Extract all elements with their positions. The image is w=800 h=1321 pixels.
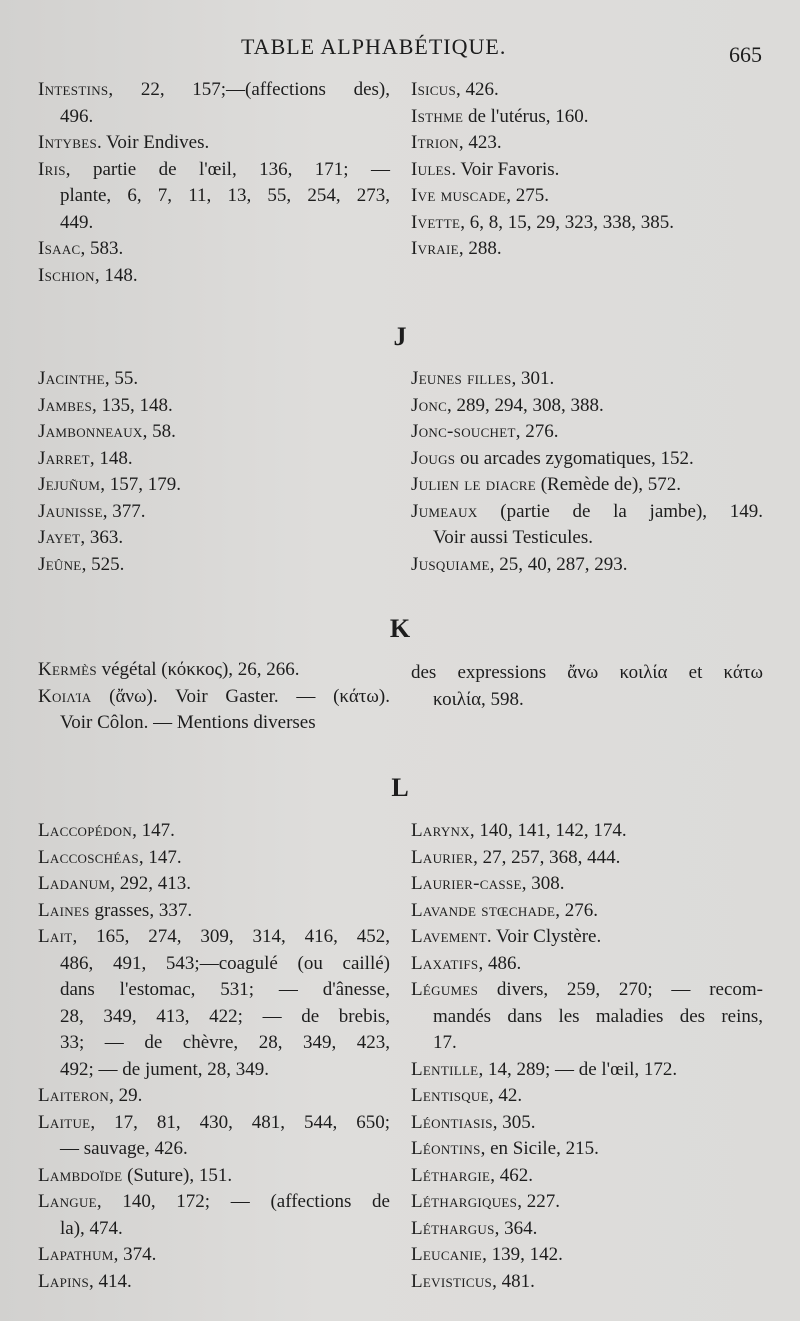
index-entry-text: mandés dans les maladies des reins, <box>433 1005 763 1027</box>
index-entry-line <box>38 710 390 737</box>
page-title: TABLE ALPHABÉTIQUE. <box>241 34 507 59</box>
index-entry <box>38 499 390 526</box>
index-entry <box>38 1163 390 1190</box>
page-header <box>0 34 800 68</box>
index-entry-text: , 17, 81, 430, 481, 544, 650; <box>90 1111 390 1133</box>
index-entry <box>38 684 390 737</box>
index-entry-line <box>411 818 763 845</box>
index-entry-text: , 308. <box>521 873 565 894</box>
index-entry <box>38 1189 390 1242</box>
index-entry <box>38 924 390 1083</box>
index-entry-line <box>38 446 390 473</box>
index-entry <box>38 1242 390 1269</box>
index-entry-line <box>411 687 763 714</box>
index-headword: Lapins <box>38 1270 89 1292</box>
index-headword: Ivraie <box>411 238 459 259</box>
index-headword: Ladanum <box>38 873 111 894</box>
index-entry-text: , 135, 148. <box>91 394 173 416</box>
index-entry-text: , 157, 179. <box>100 474 181 495</box>
index-entry-line <box>38 818 390 845</box>
index-entry-line <box>38 104 390 131</box>
index-entry-text: des expressions ἄνω κοιλία et κάτω <box>411 662 763 683</box>
index-entry <box>38 845 390 872</box>
index-entry-text: , 462. <box>490 1164 534 1186</box>
index-column-i-left <box>38 77 390 289</box>
index-entry-text: , partie de l'œil, 136, 171; — <box>65 158 390 180</box>
index-entry-text: , 426. <box>455 79 499 100</box>
index-entry-text: de l'utérus, 160. <box>463 105 589 127</box>
index-entry <box>38 525 390 552</box>
index-entry-text: dans l'estomac, 531; — d'ânesse, <box>60 979 390 1000</box>
index-entry-line <box>411 183 763 210</box>
index-entry-text: 486, 491, 543;—coagulé (ou caillé) <box>60 952 390 974</box>
index-entry-text: , 139, 142. <box>482 1244 563 1265</box>
index-headword: Leucanie <box>411 1244 483 1265</box>
index-headword: Lait <box>38 926 73 947</box>
index-entry-text: , 227. <box>517 1191 560 1212</box>
index-entry-text: , 525. <box>81 553 125 575</box>
index-entry-line <box>38 183 390 210</box>
section-letter-k: K <box>389 614 411 643</box>
index-entry-line <box>411 1057 763 1084</box>
index-entry <box>38 657 390 684</box>
index-headword: Laurier-casse <box>411 873 522 894</box>
index-entry-text: (Remède de), 572. <box>535 474 682 495</box>
index-entry <box>411 1269 763 1296</box>
index-entry <box>411 1242 763 1269</box>
section-letter-j: J <box>393 322 407 351</box>
index-entry <box>38 898 390 925</box>
index-headword: Jonc-souchet <box>411 421 516 442</box>
index-headword: Isthme <box>411 105 464 127</box>
index-headword: Isicus <box>411 79 456 100</box>
index-entry <box>38 393 390 420</box>
index-entry <box>38 236 390 263</box>
index-entry-line <box>38 924 390 951</box>
index-entry-line <box>38 1083 390 1110</box>
index-entry-line <box>411 1216 763 1243</box>
index-entry-line <box>411 552 763 579</box>
index-entry-line <box>411 393 763 420</box>
index-entry <box>411 419 763 446</box>
index-entry <box>38 446 390 473</box>
index-entry-text: , 148. <box>94 264 138 286</box>
index-entry-text: , 147. <box>138 846 182 868</box>
page-number: 665 <box>729 42 762 67</box>
index-entry-text: , 25, 40, 287, 293. <box>489 553 628 575</box>
index-entry-line <box>38 236 390 263</box>
index-headword: Lavement <box>411 926 487 947</box>
index-entry-line <box>38 977 390 1004</box>
index-entry <box>411 157 763 184</box>
index-headword: Laines <box>38 899 90 921</box>
index-entry-line <box>38 657 390 684</box>
index-entry-text: 33; — de chèvre, 28, 349, 423, <box>60 1032 390 1053</box>
index-entry-line <box>411 472 763 499</box>
index-entry-text: , en Sicile, 215. <box>480 1138 599 1159</box>
index-entry-line <box>38 1136 390 1163</box>
index-entry <box>38 263 390 290</box>
index-entry <box>38 552 390 579</box>
index-entry-text: , 58. <box>142 421 176 442</box>
index-entry-line <box>411 951 763 978</box>
index-entry-line <box>411 660 763 687</box>
index-entry <box>411 1083 763 1110</box>
index-entry-text: , 289, 294, 308, 388. <box>447 394 604 416</box>
index-entry-text: . Voir Favoris. <box>451 158 560 180</box>
index-entry-text: , 364. <box>494 1217 538 1239</box>
index-entry-line <box>411 924 763 951</box>
index-entry-line <box>411 525 763 552</box>
index-headword: Jougs <box>411 447 456 469</box>
index-entry-line <box>411 1083 763 1110</box>
index-headword: Laiteron <box>38 1085 110 1106</box>
index-column-l-right <box>411 818 763 1295</box>
index-column-j-left <box>38 366 390 578</box>
index-entry-text: . Voir Endives. <box>97 132 210 153</box>
index-headword: Jaunisse <box>38 500 103 522</box>
index-headword: Lambdoïde <box>38 1164 123 1186</box>
index-entry <box>38 1110 390 1163</box>
index-entry-text: , 14, 289; — de l'œil, 172. <box>478 1058 678 1080</box>
index-headword: Léthargiques <box>411 1191 518 1212</box>
index-headword: Itrion <box>411 132 459 153</box>
index-entry <box>411 871 763 898</box>
index-entry-line <box>38 1057 390 1084</box>
index-entry-text: , 42. <box>488 1085 523 1106</box>
index-entry <box>411 1189 763 1216</box>
index-headword: Intestins <box>38 79 109 100</box>
index-headword: Intybes <box>38 132 97 153</box>
index-entry-text: , 22, 157;—(affections des), <box>108 79 390 100</box>
index-entry <box>411 236 763 263</box>
index-headword: Laurier <box>411 846 474 868</box>
index-entry-line <box>411 419 763 446</box>
index-entry-text: (partie de la jambe), 149. <box>477 500 763 522</box>
index-entry-line <box>38 1216 390 1243</box>
index-column-k-right <box>411 660 763 713</box>
index-column-l-left <box>38 818 390 1295</box>
index-entry <box>411 1110 763 1137</box>
index-headword: Jambonneaux <box>38 421 143 442</box>
index-entry <box>411 499 763 552</box>
index-entry-line <box>411 1242 763 1269</box>
index-entry <box>411 183 763 210</box>
index-entry-line <box>38 130 390 157</box>
index-entry-text: , 27, 257, 368, 444. <box>473 846 621 868</box>
index-entry-line <box>38 898 390 925</box>
index-headword: Jacinthe <box>38 368 105 389</box>
index-entry-line <box>38 499 390 526</box>
index-headword: Léthargie <box>411 1164 491 1186</box>
index-entry-text: 449. <box>60 211 94 233</box>
index-entry <box>411 366 763 393</box>
index-entry <box>38 871 390 898</box>
index-entry <box>38 472 390 499</box>
index-entry-text: , 147. <box>132 820 175 841</box>
index-headword: Kermès <box>38 659 97 680</box>
index-entry-line <box>411 446 763 473</box>
index-entry-line <box>38 77 390 104</box>
index-entry-text: 496. <box>60 105 94 127</box>
index-entry <box>38 130 390 157</box>
index-headword: Légumes <box>411 979 479 1000</box>
index-entry-text: , 423. <box>458 132 502 153</box>
index-entry-line <box>38 1004 390 1031</box>
index-headword: Larynx <box>411 820 470 841</box>
index-entry <box>411 977 763 1057</box>
index-entry-line <box>411 366 763 393</box>
index-entry-text: Voir aussi Testicules. <box>433 527 593 548</box>
index-entry-line <box>411 977 763 1004</box>
index-entry-line <box>38 552 390 579</box>
index-entry-line <box>411 1163 763 1190</box>
index-entry-line <box>38 684 390 711</box>
index-entry-text: , 140, 172; — (affections de <box>96 1191 390 1212</box>
index-headword: Jusquiame <box>411 553 490 575</box>
index-entry-line <box>411 210 763 237</box>
index-entry-text: , 374. <box>113 1244 157 1265</box>
index-entry-text: divers, 259, 270; — recom- <box>478 979 763 1000</box>
index-entry-line <box>38 472 390 499</box>
index-entry <box>38 157 390 237</box>
index-entry-line <box>411 1136 763 1163</box>
index-headword: Langue <box>38 1191 97 1212</box>
index-headword: Levisticus <box>411 1270 493 1292</box>
index-entry-text: Voir Côlon. — Mentions diverses <box>60 712 316 733</box>
index-entry-line <box>38 1189 390 1216</box>
index-headword: Léontiasis <box>411 1111 493 1133</box>
index-entry-line <box>38 263 390 290</box>
index-entry <box>38 77 390 130</box>
index-headword: Lapathum <box>38 1244 114 1265</box>
index-entry-text: , 29. <box>109 1085 143 1106</box>
index-entry-text: 492; — de jument, 28, 349. <box>60 1058 269 1080</box>
index-entry-text: , 6, 8, 15, 29, 323, 338, 385. <box>460 211 675 233</box>
index-entry <box>411 104 763 131</box>
index-entry-line <box>411 157 763 184</box>
index-entry <box>38 366 390 393</box>
index-entry-text: , 148. <box>89 447 133 469</box>
index-entry-text: 17. <box>433 1032 457 1053</box>
index-headword: Laccoschéas <box>38 846 139 868</box>
index-entry-line <box>411 236 763 263</box>
index-entry-line <box>38 1110 390 1137</box>
index-entry <box>411 845 763 872</box>
index-entry-text: (Suture), 151. <box>122 1164 233 1186</box>
index-entry-line <box>411 1030 763 1057</box>
index-entry-line <box>38 951 390 978</box>
index-entry-line <box>38 157 390 184</box>
index-headword: Lavande stœchade <box>411 899 556 921</box>
index-entry-text: , 377. <box>102 500 146 522</box>
index-headword: Jambes <box>38 394 92 416</box>
index-entry-text: , 414. <box>88 1270 132 1292</box>
index-headword: Ivette <box>411 211 461 233</box>
index-entry-line <box>411 1269 763 1296</box>
index-column-k-left <box>38 657 390 737</box>
index-entry-text: la), 474. <box>60 1217 123 1239</box>
index-headword: Léthargus <box>411 1217 495 1239</box>
index-entry <box>411 1163 763 1190</box>
index-headword: Lentisque <box>411 1085 489 1106</box>
index-entry <box>411 1136 763 1163</box>
index-entry-line <box>411 871 763 898</box>
index-entry-line <box>411 845 763 872</box>
index-entry <box>411 1057 763 1084</box>
index-headword: Laccopédon <box>38 820 133 841</box>
index-entry <box>411 210 763 237</box>
index-entry-text: , 583. <box>80 238 124 259</box>
index-entry <box>411 951 763 978</box>
index-entry-text: . Voir Clystère. <box>486 926 602 947</box>
index-entry-line <box>38 1269 390 1296</box>
index-headword: Iules <box>411 158 452 180</box>
index-headword: Léontins <box>411 1138 481 1159</box>
index-entry <box>411 77 763 104</box>
index-entry <box>38 419 390 446</box>
index-entry-text: grasses, 337. <box>89 899 193 921</box>
index-entry-text: , 301. <box>511 368 555 389</box>
index-entry-line <box>411 130 763 157</box>
index-entry-line <box>38 1163 390 1190</box>
index-entry-text: , 481. <box>492 1270 535 1292</box>
index-entry <box>411 1216 763 1243</box>
index-entry <box>411 898 763 925</box>
index-entry-line <box>411 1110 763 1137</box>
index-entry <box>411 472 763 499</box>
index-entry-line <box>411 1189 763 1216</box>
index-entry-text: , 55. <box>104 368 139 389</box>
index-entry-text: , 276. <box>515 421 559 442</box>
index-entry-text: , 165, 274, 309, 314, 416, 452, <box>72 926 390 947</box>
index-headword: Jeunes filles <box>411 368 512 389</box>
index-entry-line <box>38 419 390 446</box>
index-headword: Jejuñum <box>38 474 101 495</box>
index-headword: Jeûne <box>38 553 82 575</box>
index-headword: Jonc <box>411 394 448 416</box>
index-entry <box>411 818 763 845</box>
index-entry-text: , 486. <box>478 952 522 974</box>
index-entry-text: , 288. <box>458 238 502 259</box>
index-entry-text: végétal (κόκκος), 26, 266. <box>96 659 300 680</box>
index-entry-line <box>38 871 390 898</box>
index-headword: Julien le diacre <box>411 474 536 495</box>
index-headword: Iris <box>38 158 66 180</box>
index-entry-line <box>411 1004 763 1031</box>
index-entry-text: , 275. <box>506 185 550 206</box>
index-headword: Laxatifs <box>411 952 479 974</box>
index-headword: Ischion <box>38 264 95 286</box>
index-entry-text: plante, 6, 7, 11, 13, 55, 254, 273, <box>60 185 390 206</box>
index-headword: Ive muscade <box>411 185 507 206</box>
index-headword: Jayet <box>38 527 81 548</box>
index-entry <box>411 446 763 473</box>
index-headword: Isaac <box>38 238 81 259</box>
index-column-i-right <box>411 77 763 263</box>
index-entry-line <box>411 898 763 925</box>
index-entry-line <box>411 77 763 104</box>
index-entry-text: , 140, 141, 142, 174. <box>469 820 627 841</box>
index-entry <box>38 1269 390 1296</box>
index-entry-text: (ἄνω). Voir Gaster. — (κάτω). <box>91 685 390 707</box>
index-entry-text: — sauvage, 426. <box>60 1138 188 1159</box>
index-entry-text: κοιλία, 598. <box>433 688 524 710</box>
index-entry-text: , 276. <box>555 899 598 921</box>
index-entry-line <box>411 104 763 131</box>
index-column-j-right <box>411 366 763 578</box>
index-entry-line <box>38 366 390 393</box>
index-entry-line <box>38 393 390 420</box>
index-entry-text: 28, 349, 413, 422; — de brebis, <box>60 1005 390 1027</box>
index-entry-line <box>38 1030 390 1057</box>
index-entry <box>411 552 763 579</box>
index-headword: Jarret <box>38 447 90 469</box>
index-entry-text: , 363. <box>80 527 124 548</box>
index-headword: Lentille <box>411 1058 479 1080</box>
index-entry <box>411 130 763 157</box>
index-headword: Laitue <box>38 1111 91 1133</box>
index-entry <box>411 393 763 420</box>
index-entry-text: , 292, 413. <box>110 873 191 894</box>
index-entry-line <box>38 1242 390 1269</box>
index-headword: Jumeaux <box>411 500 478 522</box>
index-entry-text: ou arcades zygomatiques, 152. <box>455 447 694 469</box>
index-entry-line <box>38 210 390 237</box>
index-entry <box>411 924 763 951</box>
index-headword: Κοιλία <box>38 685 92 707</box>
index-entry <box>38 1083 390 1110</box>
index-entry-line <box>38 525 390 552</box>
index-entry <box>411 660 763 713</box>
index-entry <box>38 818 390 845</box>
index-entry-line <box>38 845 390 872</box>
section-letter-l: L <box>391 773 409 802</box>
index-entry-text: , 305. <box>492 1111 536 1133</box>
index-entry-line <box>411 499 763 526</box>
